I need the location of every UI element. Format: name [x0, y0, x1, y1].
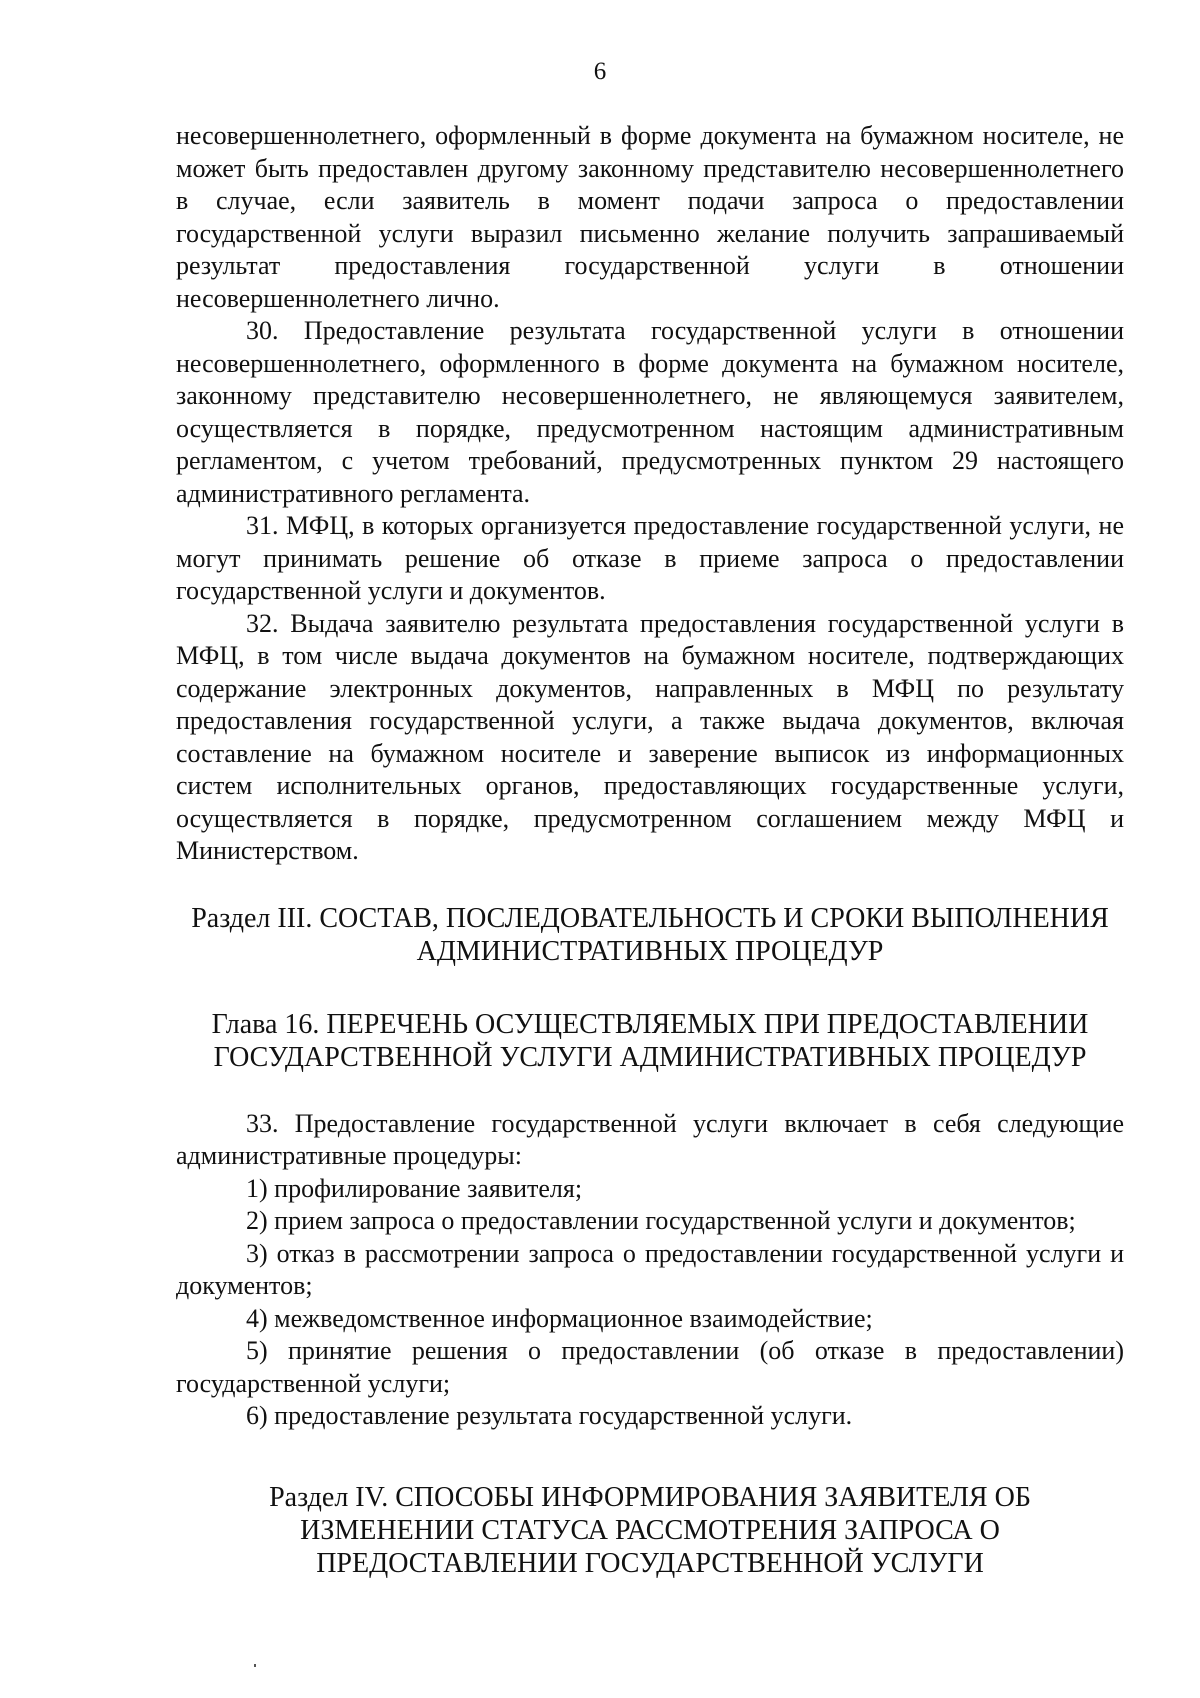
section-4-heading-line-2: ИЗМЕНЕНИИ СТАТУСА РАССМОТРЕНИЯ ЗАПРОСА О	[300, 1514, 1000, 1546]
list-item-1: 1) профилирование заявителя;	[246, 1173, 583, 1203]
list-item-4: 4) межведомственное информационное взаимодействие;	[246, 1303, 873, 1333]
section-4-heading-line-3: ПРЕДОСТАВЛЕНИИ ГОСУДАРСТВЕННОЙ УСЛУГИ	[316, 1547, 984, 1579]
chapter-16-heading-line-1: Глава 16. ПЕРЕЧЕНЬ ОСУЩЕСТВЛЯЕМЫХ ПРИ ПРЕДОСТАВЛЕНИИ	[211, 1008, 1089, 1040]
paragraph-item-30: 30. Предоставление результата государственной услуги в отношении несовершеннолетнего, оформленного в форме документа на бумажном носителе, законному представителю несовершеннолетнего, не являющемуся заявителем, осуществляется в порядке, предусмотренном настоящим административным регламентом, с учетом требований, предусмотренных пунктом 29 настоящего административного регламента.	[176, 316, 1124, 508]
section-4-heading-line-1: Раздел IV. СПОСОБЫ ИНФОРМИРОВАНИЯ ЗАЯВИТЕЛЯ ОБ	[269, 1481, 1031, 1513]
chapter-16-heading-line-2: ГОСУДАРСТВЕННОЙ УСЛУГИ АДМИНИСТРАТИВНЫХ ПРОЦЕДУР	[213, 1041, 1087, 1073]
section-4-heading	[176, 1481, 1124, 1580]
page-number: 6	[593, 58, 607, 85]
section-3-heading-line-2: АДМИНИСТРАТИВНЫХ ПРОЦЕДУР	[416, 935, 884, 967]
list-item-3: 3) отказ в рассмотрении запроса о предоставлении государственной услуги и документов;	[176, 1238, 1124, 1300]
list-item-5: 5) принятие решения о предоставлении (об отказе в предоставлении) государственной услуги;	[176, 1336, 1124, 1398]
chapter-16-heading	[176, 1008, 1124, 1074]
section-3-heading-line-1: Раздел III. СОСТАВ, ПОСЛЕДОВАТЕЛЬНОСТЬ И СРОКИ ВЫПОЛНЕНИЯ	[191, 902, 1109, 934]
scan-speck	[254, 1664, 256, 1667]
paragraph-continuation: несовершеннолетнего, оформленный в форме документа на бумажном носителе, не может быть предоставлен другому законному представителю несовершеннолетнего в случае, если заявитель в момент подачи запроса о предоставлении государственной услуги выразил письменно желание получить запрашиваемый результат предоставления государственной услуги в отношении несовершеннолетнего лично.	[176, 121, 1124, 313]
list-item-6: 6) предоставление результата государственной услуги.	[246, 1401, 853, 1430]
section-3-heading	[176, 902, 1124, 968]
paragraph-item-33: 33. Предоставление государственной услуги включает в себя следующие административные процедуры:	[176, 1108, 1124, 1170]
paragraph-item-32: 32. Выдача заявителю результата предоставления государственной услуги в МФЦ, в том числе выдача документов на бумажном носителе, подтверждающих содержание электронных документов, направленных в МФЦ по результату предоставления государственной услуги, а также выдача документов, включая составление на бумажном носителе и заверение выписок из информационных систем исполнительных органов, предоставляющих государственные услуги, осуществляется в порядке, предусмотренном соглашением между МФЦ и Министерством.	[176, 608, 1124, 865]
paragraph-item-31: 31. МФЦ, в которых организуется предоставление государственной услуги, не могут принимать решение об отказе в приеме запроса о предоставлении государственной услуги и документов.	[176, 511, 1124, 605]
list-item-2: 2) прием запроса о предоставлении государственной услуги и документов;	[246, 1206, 1076, 1235]
page-content	[176, 120, 1124, 1580]
